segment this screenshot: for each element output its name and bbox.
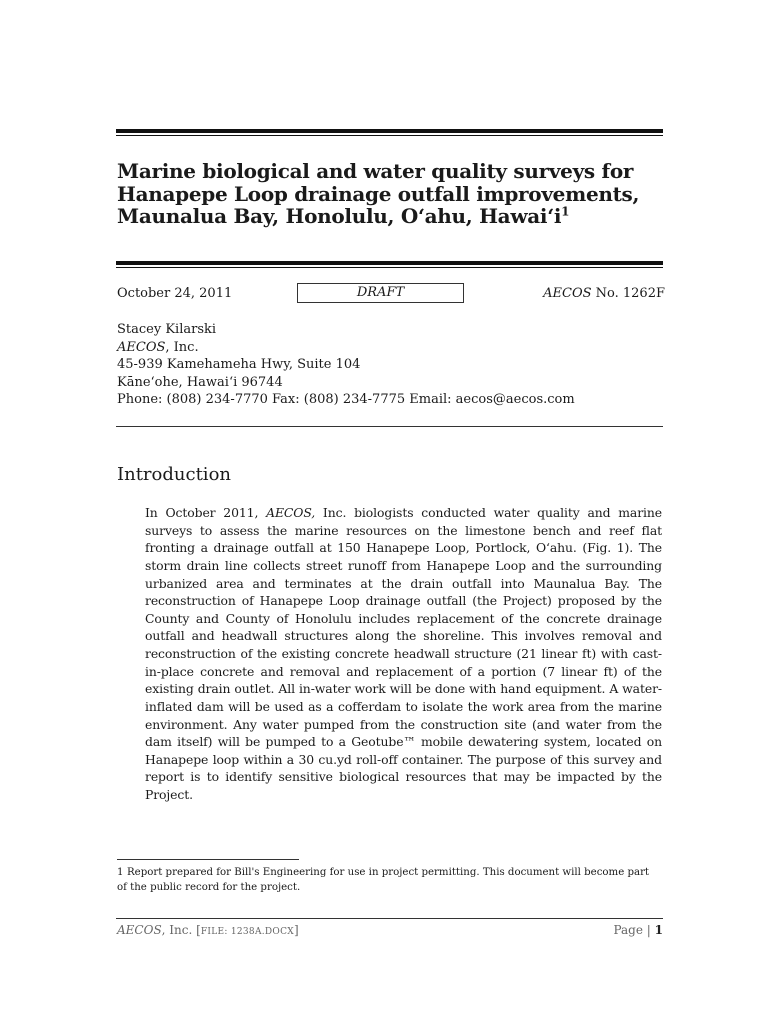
footnote-separator	[117, 859, 299, 860]
intro-lead: In October 2011,	[145, 505, 267, 520]
introduction-paragraph	[145, 504, 662, 804]
address-contact: Phone: (808) 234-7770 Fax: (808) 234-7775 Email: aecos@aecos.com	[117, 392, 575, 408]
address-bottom-rule	[116, 426, 663, 427]
title-bottom-heavy-rule	[116, 261, 663, 265]
footer-file-info	[117, 923, 299, 937]
address-name: Stacey Kilarski	[117, 322, 217, 337]
report-number-value: No. 1262F	[595, 286, 665, 301]
report-number-org: AECOS	[543, 286, 592, 301]
address-street: 45-939 Kamehameha Hwy, Suite 104	[117, 357, 361, 373]
address-org-italic: AECOS	[117, 339, 166, 355]
draft-stamp: DRAFT	[297, 283, 464, 303]
footer-page-label: Page |	[613, 923, 655, 937]
footer-file-name: FILE: 1238A.DOCX	[200, 927, 295, 937]
introduction-heading: Introduction	[117, 464, 231, 485]
title-line-1: Marine biological and water quality surveys for	[117, 159, 634, 183]
top-thin-rule	[116, 135, 663, 136]
document-title	[117, 160, 677, 228]
address-block	[117, 321, 575, 409]
report-date: October 24, 2011	[117, 286, 233, 301]
report-number	[543, 286, 665, 301]
footer-page	[613, 923, 663, 937]
address-org-rest: , Inc.	[165, 339, 199, 355]
footer-rule	[116, 918, 663, 919]
title-footnote-marker[interactable]: 1	[561, 204, 570, 219]
footnote-text: Report prepared for Bill's Engineering for use in project permitting. This document will become part of the public record for the project.	[117, 867, 650, 893]
footnote-number: 1	[117, 867, 124, 878]
intro-lead-italic: AECOS,	[266, 505, 316, 520]
address-city: Kāneʻohe, Hawaiʻi 96744	[117, 374, 283, 390]
footer-page-number: 1	[654, 923, 663, 937]
title-line-3-text: Maunalua Bay, Honolulu, O‘ahu, Hawai‘i	[117, 204, 562, 228]
address-org	[117, 339, 575, 357]
footnote	[117, 866, 652, 895]
title-line-2: Hanapepe Loop drainage outfall improvements,	[117, 181, 640, 206]
footer-bracket-close: ]	[294, 923, 299, 937]
title-bottom-thin-rule	[116, 267, 663, 268]
footer-org-rest: , Inc. [	[161, 923, 201, 937]
intro-body-text: Inc. biologists conducted water quality and marine surveys to assess the marine resources on the limestone bench and reef flat fronting a drainage outfall at 150 Hanapepe Loop, Portlock, O‘ahu. (Fig. 1). The storm drain line collects street runoff from Hanapepe Loop and the surrounding urbanized area and terminates at the drain outfall into Maunalua Bay. The reconstruction of Hanapepe Loop drainage outfall (the Project) proposed by the County and County of Honolulu includes replacement of the concrete drainage outfall and headwall structures along the shoreline. This involves removal and reconstruction of the existing concrete headwall structure (21 linear ft) with cast-in-place concrete and removal and replacement of a portion (7 linear ft) of the existing drain outlet. All in-water work will be done with hand equipment. A water-inflated dam will be used as a cofferdam to isolate the work area from the marine environment. Any water pumped from the construction site (and water from the dam itself) will be pumped to a Geotube™ mobile dewatering system, located on Hanapepe loop within a 30 cu.yd roll-off container. The purpose of this survey and report is to identify sensitive biological resources that may be impacted by the Project.	[145, 505, 663, 802]
top-heavy-rule	[116, 129, 663, 133]
title-line-3	[117, 205, 677, 228]
footer-org-italic: AECOS	[117, 923, 162, 937]
